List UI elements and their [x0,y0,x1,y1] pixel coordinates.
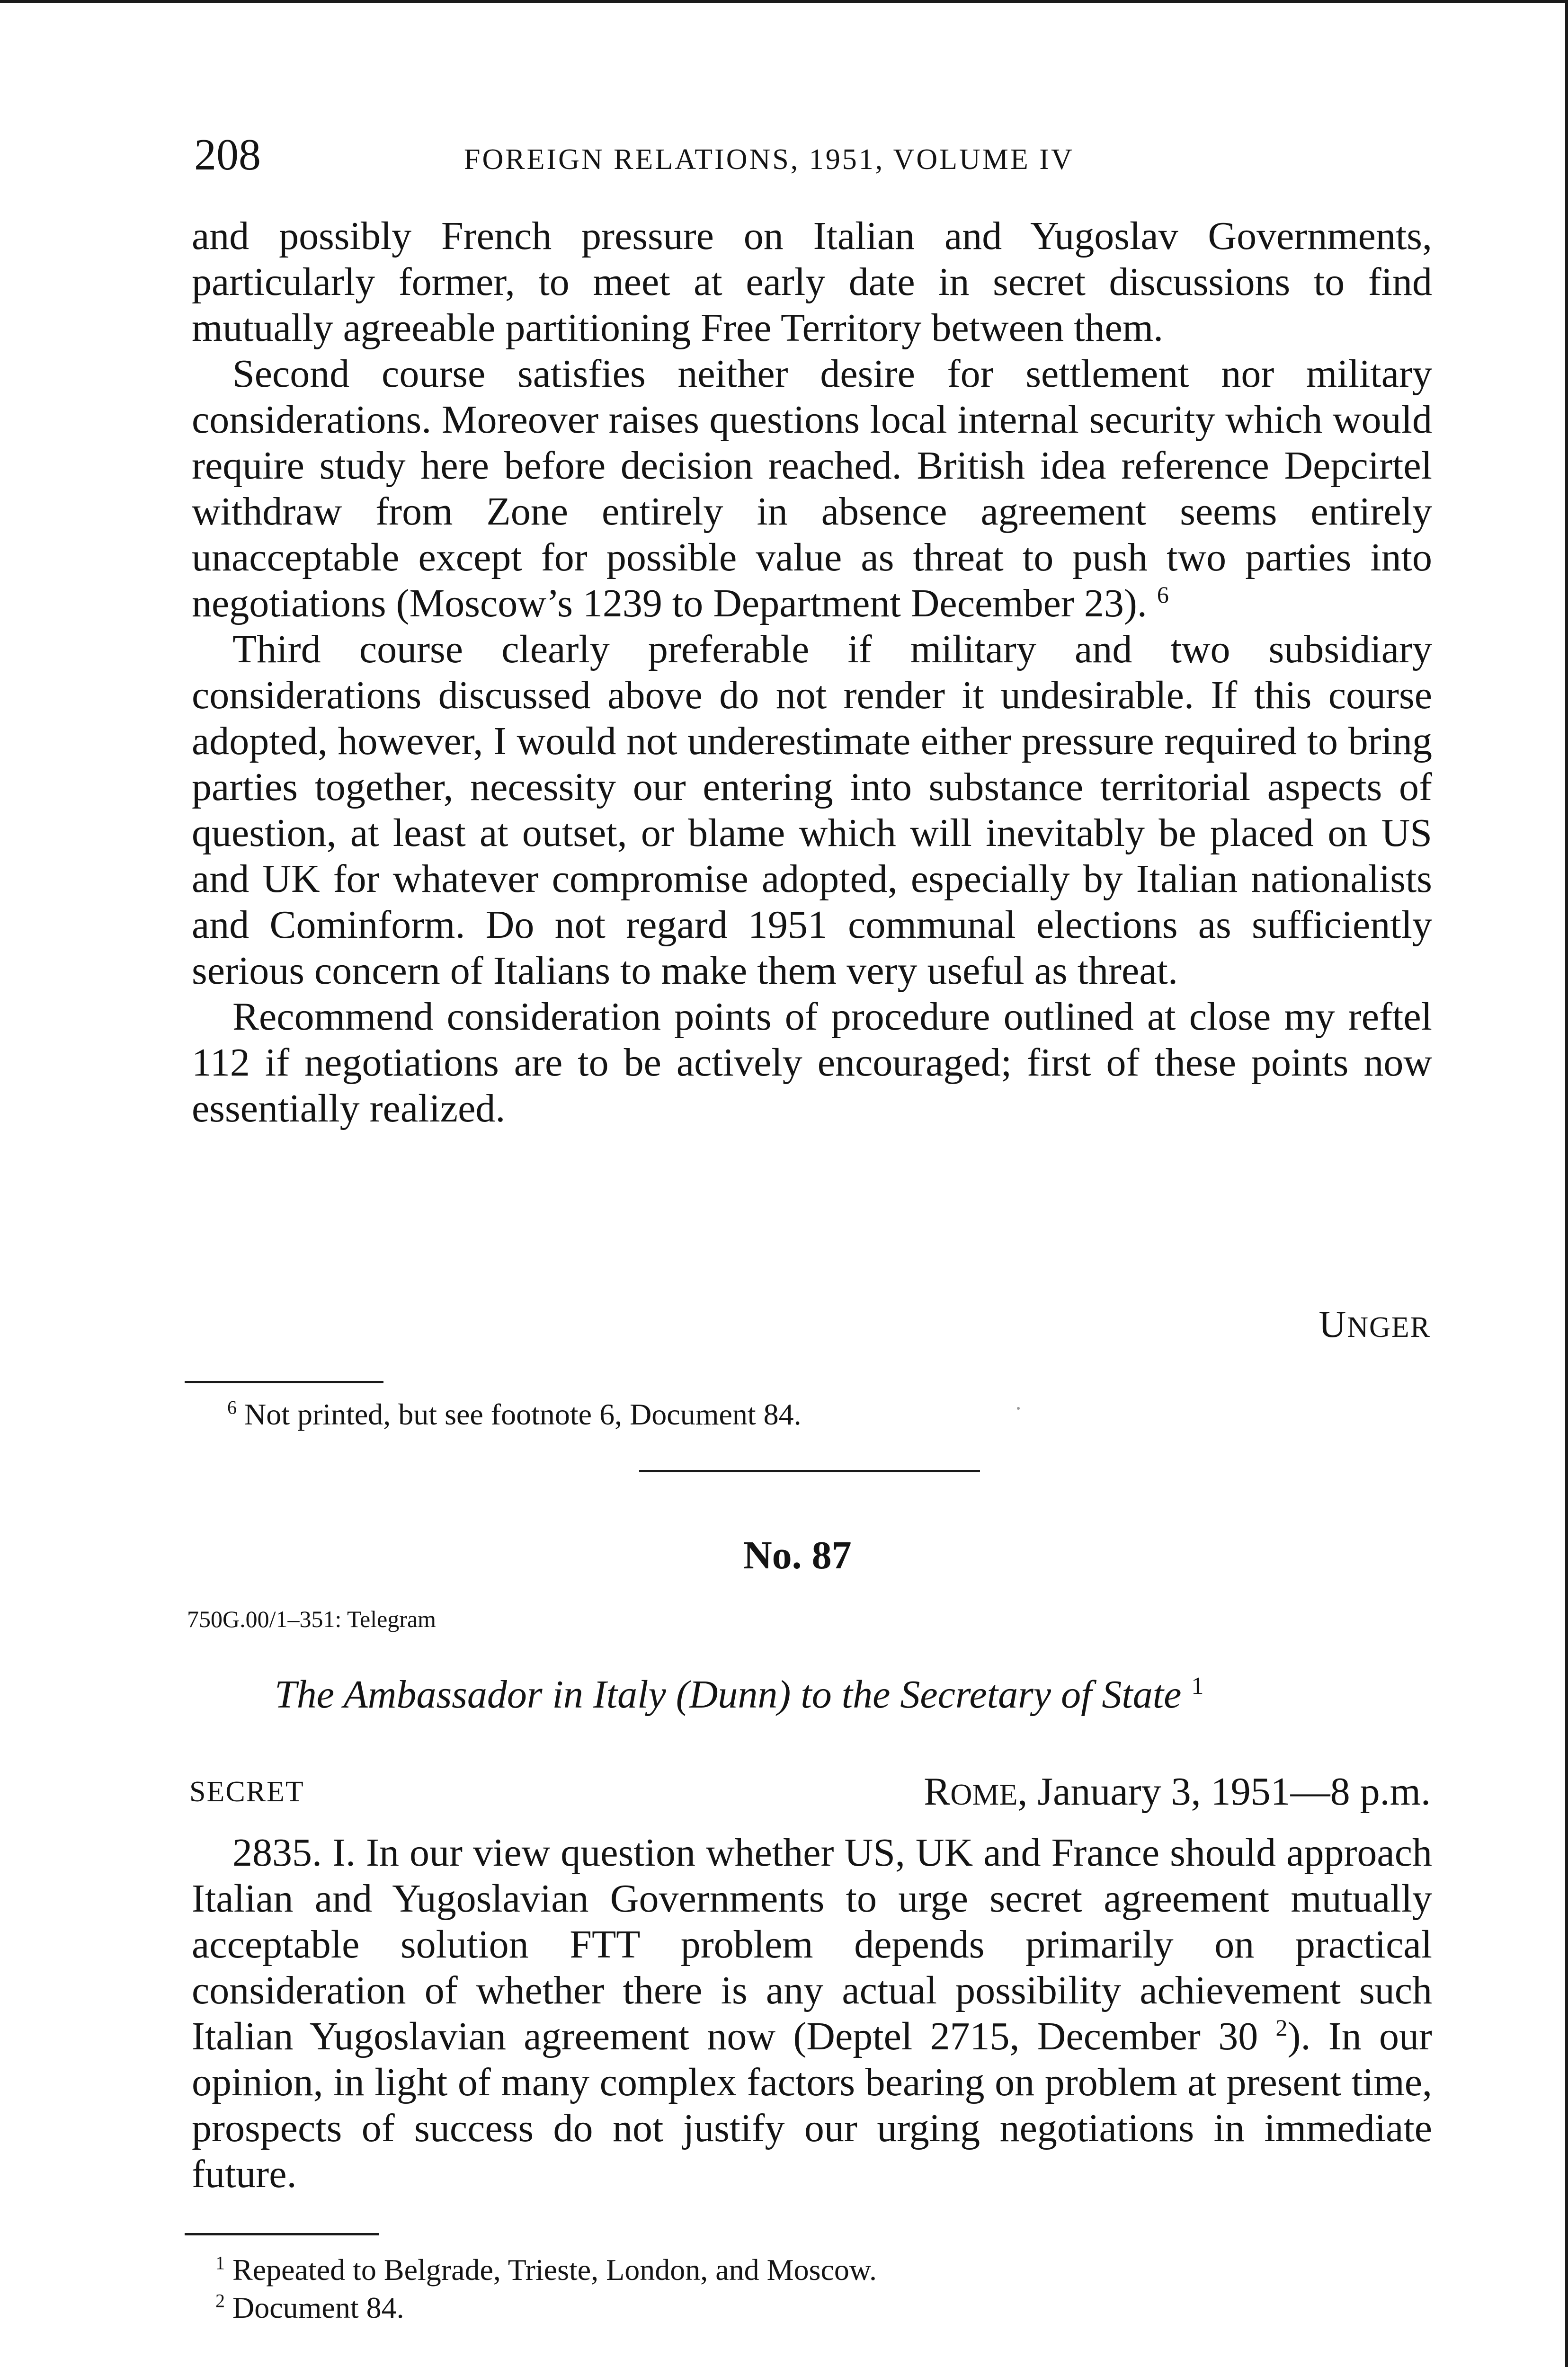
paragraph-recommend: Recommend consideration points of procedure outlined at close my reftel 112 if negotiations are to be actively encouraged; first of these points now essentially realized. [192,995,1432,1130]
dateline-place-initial: R [924,1770,951,1814]
continuation-text [192,213,1432,1131]
footnote-6-marker: 6 [227,1397,237,1418]
document-heading-text: The Ambassador in Italy (Dunn) to the Secretary of State [275,1673,1182,1717]
document-number: No. 87 [743,1533,852,1577]
footnote-1 [215,2251,877,2289]
telegram-text [192,1830,1432,2197]
footnote-2-marker: 2 [215,2290,225,2312]
scan-border-top [0,0,1568,3]
document-heading [275,1671,1203,1718]
scan-border-right [1565,0,1568,2367]
signature [1319,1301,1431,1351]
footnote-2 [215,2289,877,2327]
footnote-rule [185,1381,383,1383]
signature-rest: NGER [1347,1311,1431,1344]
footnote-rule-2 [185,2233,379,2235]
paragraph-third-course: Third course clearly preferable if military and two subsidiary considerations discussed above do not render it undesirable. If this course adopted, however, I would not underestimate either pressure required to bring parties together, necessity our entering into substance territorial aspects of question, at least at outset, or blame which will inevitably be placed on US and UK for whatever compromise adopted, especially by Italian nationalists and Cominform. Do not regard 1951 communal elections as sufficiently serious concern of Italians to make them very useful as threat. [192,627,1432,993]
heading-footnote-ref: 1 [1191,1673,1204,1700]
paragraph-2835-end: ). In our opinion, in light of many complex factors bearing on problem at present time, prospects of success do not justify our urging negotiations in immediate future. [192,2014,1433,2196]
footnote-1-text: Repeated to Belgrade, Trieste, London, and Moscow. [232,2253,877,2287]
footnotes-block [215,2251,877,2327]
footnote-6-text: Not printed, but see footnote 6, Document 84. [244,1397,802,1431]
scan-speck [1017,1407,1020,1410]
running-title: FOREIGN RELATIONS, 1951, VOLUME IV [464,143,1074,176]
footnote-ref-2: 2 [1275,2014,1288,2041]
signature-initial: U [1319,1304,1347,1345]
classification: SECRET [189,1776,304,1808]
document-separator [639,1470,980,1472]
footnote-2-text: Document 84. [232,2291,404,2324]
paragraph-2835-start: 2835. I. In our view question whether US, UK and France should approach Italian and Yugoslavian Governments to urge secret agreement mutually acceptable solution FTT problem depends primarily on practical consideration of whether there is any actual possibility achievement such Italian Yugoslavian agreement now (Deptel 2715, December 30 [192,1831,1432,2058]
paragraph-continuation: and possibly French pressure on Italian and Yugoslav Governments, particularly former, to meet at early date in secret discussions to find mutually agreeable partitioning Free Territory between them. [192,214,1432,350]
footnote-ref-6: 6 [1157,581,1169,608]
dateline-place-rest: OME [950,1778,1018,1811]
page-number: 208 [194,130,261,179]
footnote-6 [227,1396,802,1433]
dateline-date: , January 3, 1951—8 p.m. [1017,1770,1431,1814]
dateline [924,1768,1431,1818]
footnote-1-marker: 1 [215,2252,225,2274]
running-header [194,124,1434,186]
paragraph-second-course [192,351,1432,626]
file-reference: 750G.00/1–351: Telegram [187,1606,437,1632]
paragraph-second-course-text: Second course satisfies neither desire for settlement nor military considerations. Moreover raises questions local internal security which would require study here before decision reached. British idea reference Depcirtel withdraw from Zone entirely in absence agreement seems entirely unacceptable except for possible value as threat to push two parties into negotiations (Moscow’s 1239 to Department December 23). [192,352,1432,625]
paragraph-2835 [192,1830,1432,2197]
